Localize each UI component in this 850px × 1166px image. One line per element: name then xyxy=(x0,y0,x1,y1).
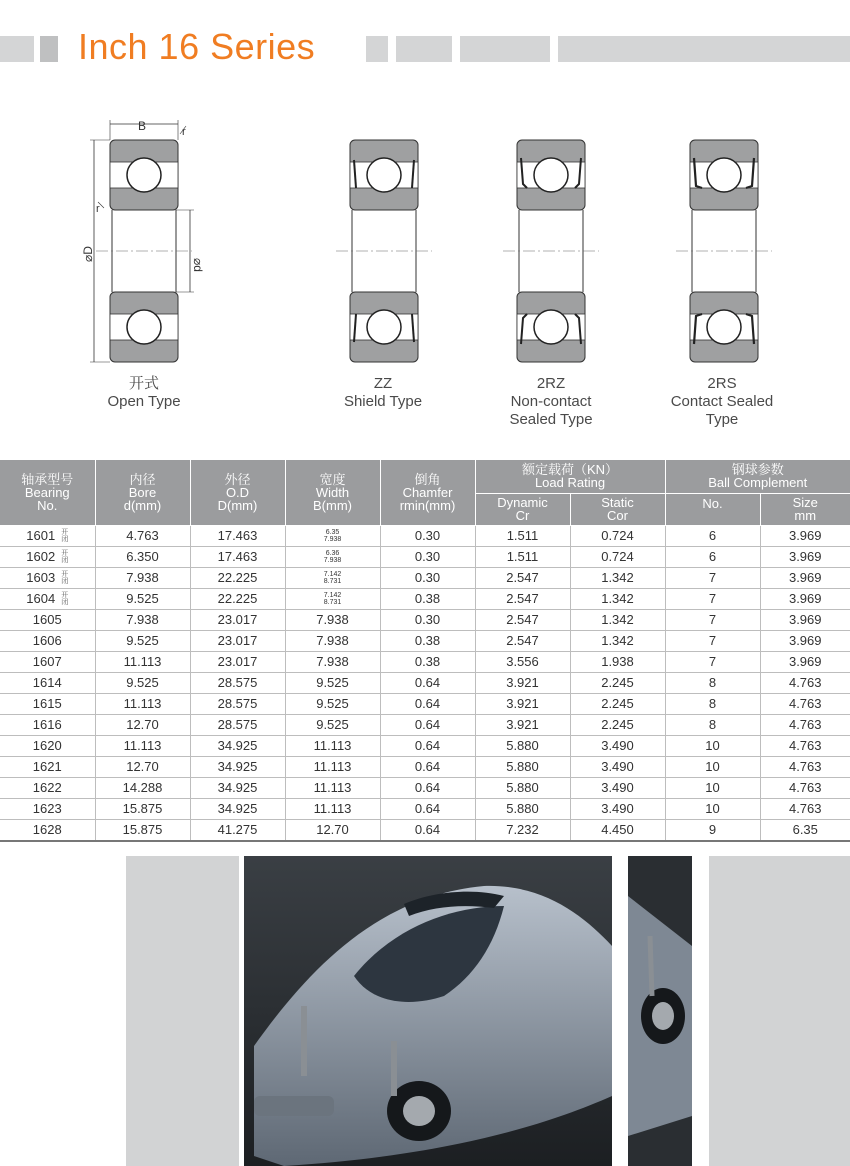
bearing-no: 1614 xyxy=(32,675,62,690)
cell-dynamic: 2.547 xyxy=(475,567,570,588)
cell-width: 9.525 xyxy=(285,672,380,693)
table-row xyxy=(0,651,850,672)
th-bore-en2: d(mm) xyxy=(123,497,162,513)
bearing-no: 1601 xyxy=(26,527,56,543)
cell-od: 23.017 xyxy=(190,630,285,651)
photo-panel-right xyxy=(709,856,850,1166)
photo-panel-strip xyxy=(628,856,692,1166)
cell-bearing-no xyxy=(0,609,95,630)
page-title: Inch 16 Series xyxy=(78,26,316,67)
caption-2rz-name: Non-contact xyxy=(510,393,592,410)
caption-zz-name: Shield Type xyxy=(343,393,423,410)
cell-ball-no: 10 xyxy=(665,735,760,756)
th-chamfer-en1: Chamfer xyxy=(402,484,453,500)
caption-2rs-type xyxy=(642,375,802,429)
cell-ball-size: 3.969 xyxy=(760,567,850,588)
th-od-cn: 外径 xyxy=(224,471,251,487)
cell-bore: 12.70 xyxy=(95,714,190,735)
cell-chamfer: 0.64 xyxy=(380,735,475,756)
cell-od: 41.275 xyxy=(190,819,285,841)
spec-table xyxy=(0,460,850,842)
cell-ball-size: 3.969 xyxy=(760,630,850,651)
caption-open-type xyxy=(64,375,224,411)
cell-bore: 9.525 xyxy=(95,672,190,693)
cell-ball-size: 4.763 xyxy=(760,672,850,693)
width-closed: 8.731 xyxy=(323,577,342,585)
cell-bore: 11.113 xyxy=(95,693,190,714)
bearing-no: 1607 xyxy=(32,654,62,669)
th-chamfer-cn: 倒角 xyxy=(414,471,441,487)
th-od xyxy=(190,460,285,525)
cell-chamfer: 0.64 xyxy=(380,798,475,819)
open-mark: 开 xyxy=(61,571,69,579)
cell-dynamic: 1.511 xyxy=(475,525,570,546)
bearing-no: 1620 xyxy=(32,738,62,753)
cell-bearing-no xyxy=(0,777,95,798)
cell-ball-size: 4.763 xyxy=(760,714,850,735)
th-ball-no-label: No. xyxy=(702,495,723,511)
th-dynamic xyxy=(475,493,570,525)
th-bearing xyxy=(0,460,95,525)
width-open: 6.35 xyxy=(325,528,340,536)
cell-bearing-no xyxy=(0,546,95,567)
caption-2rz-type xyxy=(471,375,631,429)
caption-2rz-code: 2RZ xyxy=(536,375,566,392)
bearing-no: 1623 xyxy=(32,801,62,816)
cell-static: 3.490 xyxy=(570,798,665,819)
table-row xyxy=(0,798,850,819)
open-mark: 开 xyxy=(61,592,69,600)
cell-bearing-no xyxy=(0,693,95,714)
cell-static: 3.490 xyxy=(570,735,665,756)
cell-od: 22.225 xyxy=(190,567,285,588)
cell-ball-size: 3.969 xyxy=(760,525,850,546)
dim-label-r-top: r xyxy=(182,126,186,138)
th-ball-size-unit: mm xyxy=(794,508,817,523)
closed-mark: 闭 xyxy=(61,578,69,586)
bearing-no: 1622 xyxy=(32,780,62,795)
cell-bearing-no xyxy=(0,672,95,693)
open-closed-marker xyxy=(61,550,68,564)
cell-static: 2.245 xyxy=(570,672,665,693)
th-bearing-cn: 轴承型号 xyxy=(21,471,74,487)
dim-label-r-side: r xyxy=(96,203,100,215)
table-row xyxy=(0,693,850,714)
closed-mark: 闭 xyxy=(61,536,69,544)
bearing-no: 1606 xyxy=(32,633,62,648)
cell-bearing-no xyxy=(0,819,95,841)
caption-2rz-name2: Sealed Type xyxy=(509,411,593,428)
spec-table-body xyxy=(0,525,850,841)
photo-panel-gap xyxy=(612,856,628,1166)
th-od-en1: O.D xyxy=(225,484,250,500)
th-ball-size-label: Size xyxy=(792,495,818,510)
width-closed: 7.938 xyxy=(323,556,342,564)
cell-chamfer: 0.38 xyxy=(380,651,475,672)
table-row xyxy=(0,756,850,777)
width-closed: 8.731 xyxy=(323,598,342,606)
caption-open-code: 开式 xyxy=(128,375,159,392)
bearing-no: 1604 xyxy=(26,590,56,606)
th-ball-en: Ball Complement xyxy=(708,475,808,491)
cell-chamfer: 0.30 xyxy=(380,609,475,630)
cell-bearing-no xyxy=(0,735,95,756)
cell-ball-no: 9 xyxy=(665,819,760,841)
bearing-no: 1621 xyxy=(32,759,62,774)
cell-od: 34.925 xyxy=(190,777,285,798)
cell-static: 2.245 xyxy=(570,714,665,735)
photo-area xyxy=(0,856,850,1166)
caption-zz-type xyxy=(303,375,463,411)
th-ball-no xyxy=(665,493,760,525)
closed-mark: 闭 xyxy=(61,557,69,565)
th-static xyxy=(570,493,665,525)
bearing-no: 1615 xyxy=(32,696,62,711)
cell-static: 1.342 xyxy=(570,630,665,651)
car-photo xyxy=(244,856,612,1166)
cell-dynamic: 2.547 xyxy=(475,609,570,630)
width-open: 6.36 xyxy=(325,549,340,557)
cell-ball-size: 4.763 xyxy=(760,798,850,819)
th-width-en1: Width xyxy=(315,484,350,500)
cell-chamfer: 0.30 xyxy=(380,567,475,588)
cell-chamfer: 0.64 xyxy=(380,756,475,777)
photo-panel-mid xyxy=(244,856,612,1166)
th-ball-size xyxy=(760,493,850,525)
cell-bearing-no xyxy=(0,525,95,546)
th-width-cn: 宽度 xyxy=(319,471,346,487)
cell-od: 28.575 xyxy=(190,714,285,735)
cell-ball-no: 10 xyxy=(665,756,760,777)
cell-ball-no: 8 xyxy=(665,672,760,693)
dim-label-D: ⌀D xyxy=(81,246,95,262)
cell-width: 7.938 xyxy=(285,609,380,630)
cell-ball-size: 3.969 xyxy=(760,609,850,630)
dim-label-d: ⌀d xyxy=(191,258,205,272)
cell-bore: 6.350 xyxy=(95,546,190,567)
open-closed-marker xyxy=(61,592,68,606)
th-bore-en1: Bore xyxy=(128,484,157,500)
cell-dynamic: 5.880 xyxy=(475,756,570,777)
open-type-diagram xyxy=(90,120,194,362)
table-row xyxy=(0,777,850,798)
zz-type-diagram xyxy=(336,140,432,362)
cell-bore: 9.525 xyxy=(95,630,190,651)
th-bearing-en1: Bearing xyxy=(24,484,70,500)
cell-width: 11.113 xyxy=(285,777,380,798)
cell-static: 2.245 xyxy=(570,693,665,714)
cell-ball-size: 3.969 xyxy=(760,651,850,672)
open-mark: 开 xyxy=(61,529,69,537)
cell-dynamic: 5.880 xyxy=(475,777,570,798)
dim-label-B: B xyxy=(138,119,147,133)
cell-chamfer: 0.64 xyxy=(380,672,475,693)
table-row xyxy=(0,735,850,756)
photo-panel-left xyxy=(126,856,239,1166)
cell-dynamic: 5.880 xyxy=(475,735,570,756)
cell-bore: 11.113 xyxy=(95,651,190,672)
caption-2rs-name2: Type xyxy=(705,411,739,428)
cell-width: 12.70 xyxy=(285,819,380,841)
cell-width xyxy=(285,567,380,588)
cell-bearing-no xyxy=(0,798,95,819)
cell-ball-no: 7 xyxy=(665,651,760,672)
cell-static: 3.490 xyxy=(570,777,665,798)
th-bore xyxy=(95,460,190,525)
cell-width xyxy=(285,546,380,567)
cell-dynamic: 3.556 xyxy=(475,651,570,672)
cell-od: 34.925 xyxy=(190,735,285,756)
cell-ball-size: 4.763 xyxy=(760,756,850,777)
table-row xyxy=(0,714,850,735)
cell-bearing-no xyxy=(0,630,95,651)
open-mark: 开 xyxy=(61,550,69,558)
cell-dynamic: 3.921 xyxy=(475,693,570,714)
cell-ball-no: 10 xyxy=(665,777,760,798)
cell-chamfer: 0.64 xyxy=(380,714,475,735)
cell-dynamic: 3.921 xyxy=(475,672,570,693)
th-load-rating xyxy=(475,460,665,493)
caption-zz-code: ZZ xyxy=(373,375,393,392)
bearing-no: 1603 xyxy=(26,569,56,585)
cell-chamfer: 0.30 xyxy=(380,546,475,567)
cell-chamfer: 0.30 xyxy=(380,525,475,546)
bearing-no: 1616 xyxy=(32,717,62,732)
width-open: 7.142 xyxy=(323,570,342,578)
th-od-en2: D(mm) xyxy=(217,497,258,513)
open-closed-marker xyxy=(61,571,68,585)
cell-ball-no: 7 xyxy=(665,630,760,651)
cell-static: 3.490 xyxy=(570,756,665,777)
cell-od: 28.575 xyxy=(190,693,285,714)
th-chamfer xyxy=(380,460,475,525)
th-ball-cn: 钢球参数 xyxy=(731,462,784,478)
header-bar-accent xyxy=(40,36,58,62)
table-row xyxy=(0,672,850,693)
cell-ball-no: 6 xyxy=(665,525,760,546)
cell-ball-size: 4.763 xyxy=(760,735,850,756)
caption-open-name: Open Type xyxy=(107,393,181,410)
2rz-type-diagram xyxy=(503,140,599,362)
cell-ball-no: 7 xyxy=(665,588,760,609)
th-static-symbol: Cor xyxy=(607,508,628,523)
th-dynamic-label: Dynamic xyxy=(497,495,548,510)
cell-static: 0.724 xyxy=(570,546,665,567)
table-row xyxy=(0,588,850,609)
th-static-label: Static xyxy=(601,495,634,510)
cell-width: 7.938 xyxy=(285,630,380,651)
cell-ball-no: 7 xyxy=(665,609,760,630)
cell-bore: 15.875 xyxy=(95,798,190,819)
cell-ball-no: 8 xyxy=(665,714,760,735)
cell-static: 1.342 xyxy=(570,609,665,630)
cell-ball-size: 3.969 xyxy=(760,546,850,567)
open-closed-marker xyxy=(61,529,68,543)
closed-mark: 闭 xyxy=(61,599,69,607)
header-bar-right-4 xyxy=(558,36,850,62)
th-dynamic-symbol: Cr xyxy=(515,508,530,523)
cell-od: 34.925 xyxy=(190,798,285,819)
cell-width: 9.525 xyxy=(285,714,380,735)
width-open: 7.142 xyxy=(323,591,342,599)
cell-static: 0.724 xyxy=(570,525,665,546)
th-ball-complement xyxy=(665,460,850,493)
th-width-en2: B(mm) xyxy=(313,497,352,513)
header-bar-left xyxy=(0,36,34,62)
cell-bore: 15.875 xyxy=(95,819,190,841)
th-chamfer-en2: rmin(mm) xyxy=(399,497,456,513)
bearing-diagrams xyxy=(0,110,850,450)
header-bar-right-1 xyxy=(366,36,388,62)
cell-dynamic: 3.921 xyxy=(475,714,570,735)
header-bar-right-2 xyxy=(396,36,452,62)
th-bearing-en2: No. xyxy=(37,497,58,513)
cell-ball-size: 4.763 xyxy=(760,693,850,714)
cell-dynamic: 5.880 xyxy=(475,798,570,819)
cell-bore: 4.763 xyxy=(95,525,190,546)
cell-bearing-no xyxy=(0,588,95,609)
table-row xyxy=(0,630,850,651)
cell-static: 1.938 xyxy=(570,651,665,672)
2rs-type-diagram xyxy=(676,140,772,362)
cell-dynamic: 1.511 xyxy=(475,546,570,567)
cell-od: 23.017 xyxy=(190,651,285,672)
cell-od: 22.225 xyxy=(190,588,285,609)
cell-bore: 12.70 xyxy=(95,756,190,777)
cell-od: 17.463 xyxy=(190,546,285,567)
cell-ball-size: 4.763 xyxy=(760,777,850,798)
cell-chamfer: 0.38 xyxy=(380,630,475,651)
cell-ball-no: 10 xyxy=(665,798,760,819)
cell-dynamic: 2.547 xyxy=(475,630,570,651)
bearing-no: 1605 xyxy=(32,612,62,627)
cell-static: 4.450 xyxy=(570,819,665,841)
cell-width: 11.113 xyxy=(285,735,380,756)
bearing-no: 1628 xyxy=(32,822,62,837)
cell-bearing-no xyxy=(0,756,95,777)
th-load-en: Load Rating xyxy=(534,475,606,491)
table-row xyxy=(0,567,850,588)
table-row xyxy=(0,819,850,841)
cell-ball-no: 6 xyxy=(665,546,760,567)
cell-width: 11.113 xyxy=(285,756,380,777)
caption-2rs-name: Contact Sealed xyxy=(670,393,774,410)
cell-static: 1.342 xyxy=(570,567,665,588)
cell-od: 17.463 xyxy=(190,525,285,546)
caption-2rs-code: 2RS xyxy=(707,375,737,392)
cell-dynamic: 2.547 xyxy=(475,588,570,609)
table-row xyxy=(0,525,850,546)
cell-od: 34.925 xyxy=(190,756,285,777)
cell-chamfer: 0.64 xyxy=(380,819,475,841)
cell-bearing-no xyxy=(0,714,95,735)
header-bar-right-3 xyxy=(460,36,550,62)
cell-bore: 7.938 xyxy=(95,567,190,588)
cell-ball-no: 7 xyxy=(665,567,760,588)
cell-ball-size: 3.969 xyxy=(760,588,850,609)
cell-ball-size: 6.35 xyxy=(760,819,850,841)
table-row xyxy=(0,609,850,630)
cell-chamfer: 0.38 xyxy=(380,588,475,609)
cell-od: 28.575 xyxy=(190,672,285,693)
cell-bore: 14.288 xyxy=(95,777,190,798)
cell-ball-no: 8 xyxy=(665,693,760,714)
bearing-no: 1602 xyxy=(26,548,56,564)
cell-bearing-no xyxy=(0,651,95,672)
cell-width: 7.938 xyxy=(285,651,380,672)
cell-bore: 9.525 xyxy=(95,588,190,609)
cell-width xyxy=(285,588,380,609)
cell-od: 23.017 xyxy=(190,609,285,630)
cell-bore: 7.938 xyxy=(95,609,190,630)
cell-dynamic: 7.232 xyxy=(475,819,570,841)
cell-chamfer: 0.64 xyxy=(380,777,475,798)
cell-width: 11.113 xyxy=(285,798,380,819)
th-width xyxy=(285,460,380,525)
th-load-cn: 额定载荷（KN） xyxy=(521,462,619,478)
table-row xyxy=(0,546,850,567)
cell-bearing-no xyxy=(0,567,95,588)
cell-bore: 11.113 xyxy=(95,735,190,756)
cell-static: 1.342 xyxy=(570,588,665,609)
th-bore-cn: 内径 xyxy=(129,471,156,487)
cell-width xyxy=(285,525,380,546)
width-closed: 7.938 xyxy=(323,535,342,543)
car-photo-strip xyxy=(628,856,692,1166)
cell-chamfer: 0.64 xyxy=(380,693,475,714)
cell-width: 9.525 xyxy=(285,693,380,714)
